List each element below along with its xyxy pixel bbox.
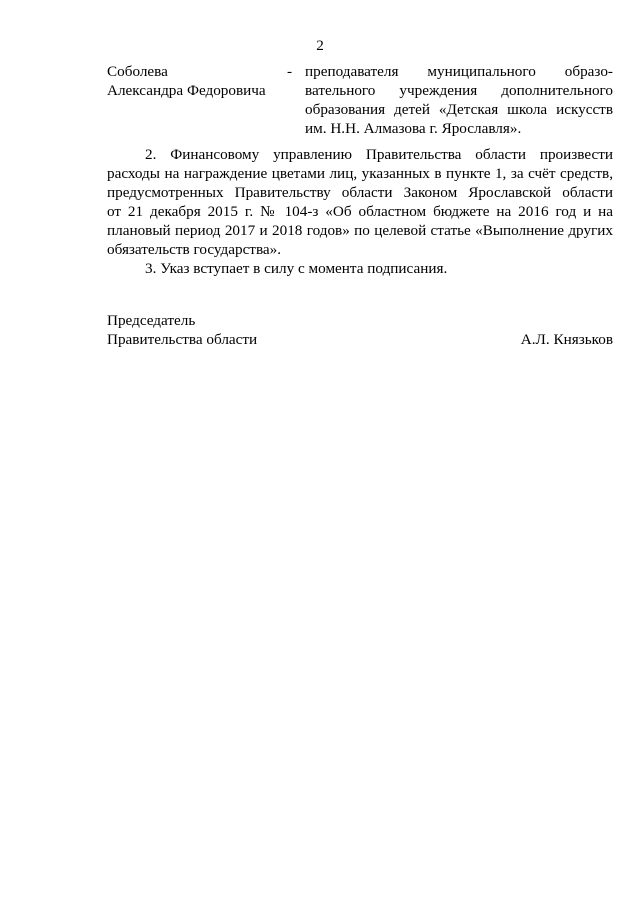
signer-title-line-1	[107, 311, 613, 330]
entry-dash: -	[287, 63, 293, 80]
paragraph-line: расходы на награждение цветами лиц, указанных в пункте 1, за счёт средств,	[107, 165, 613, 182]
paragraph-line: 2. Финансовому управлению Правительства области произвести	[145, 146, 613, 163]
paragraph-line: плановый период 2017 и 2018 годов» по целевой статье «Выполнение других	[107, 222, 613, 239]
paragraph-line: предусмотренных Правительству области Законом Ярославской области	[107, 184, 613, 201]
awardee-position	[305, 62, 613, 138]
paragraph-3	[107, 259, 613, 278]
position-line: преподавателя муниципального образо-	[305, 63, 613, 80]
signature-block	[107, 311, 613, 349]
paragraph-2	[107, 145, 613, 259]
paragraph-line: обязательств государства».	[107, 241, 282, 258]
body-paragraphs	[107, 145, 613, 278]
signer-name: А.Л. Князьков	[520, 331, 613, 348]
signer-organization: Правительства области	[107, 331, 258, 348]
position-line: образования детей «Детская школа искусств	[305, 101, 613, 118]
awardee-surname: Соболева	[107, 63, 168, 80]
awardee-given-names: Александра Федоровича	[107, 82, 266, 99]
position-line: вательного учреждения дополнительного	[305, 82, 613, 99]
signer-title-line-2	[107, 330, 613, 349]
page-number: 2	[316, 37, 324, 54]
position-line: им. Н.Н. Алмазова г. Ярославля».	[305, 120, 522, 137]
signer-title: Председатель	[107, 312, 196, 329]
paragraph-line: от 21 декабря 2015 г. № 104-з «Об областном бюджете на 2016 год и на	[107, 203, 613, 220]
paragraph-line: 3. Указ вступает в силу с момента подписания.	[145, 260, 448, 277]
awardee-name	[107, 62, 287, 100]
